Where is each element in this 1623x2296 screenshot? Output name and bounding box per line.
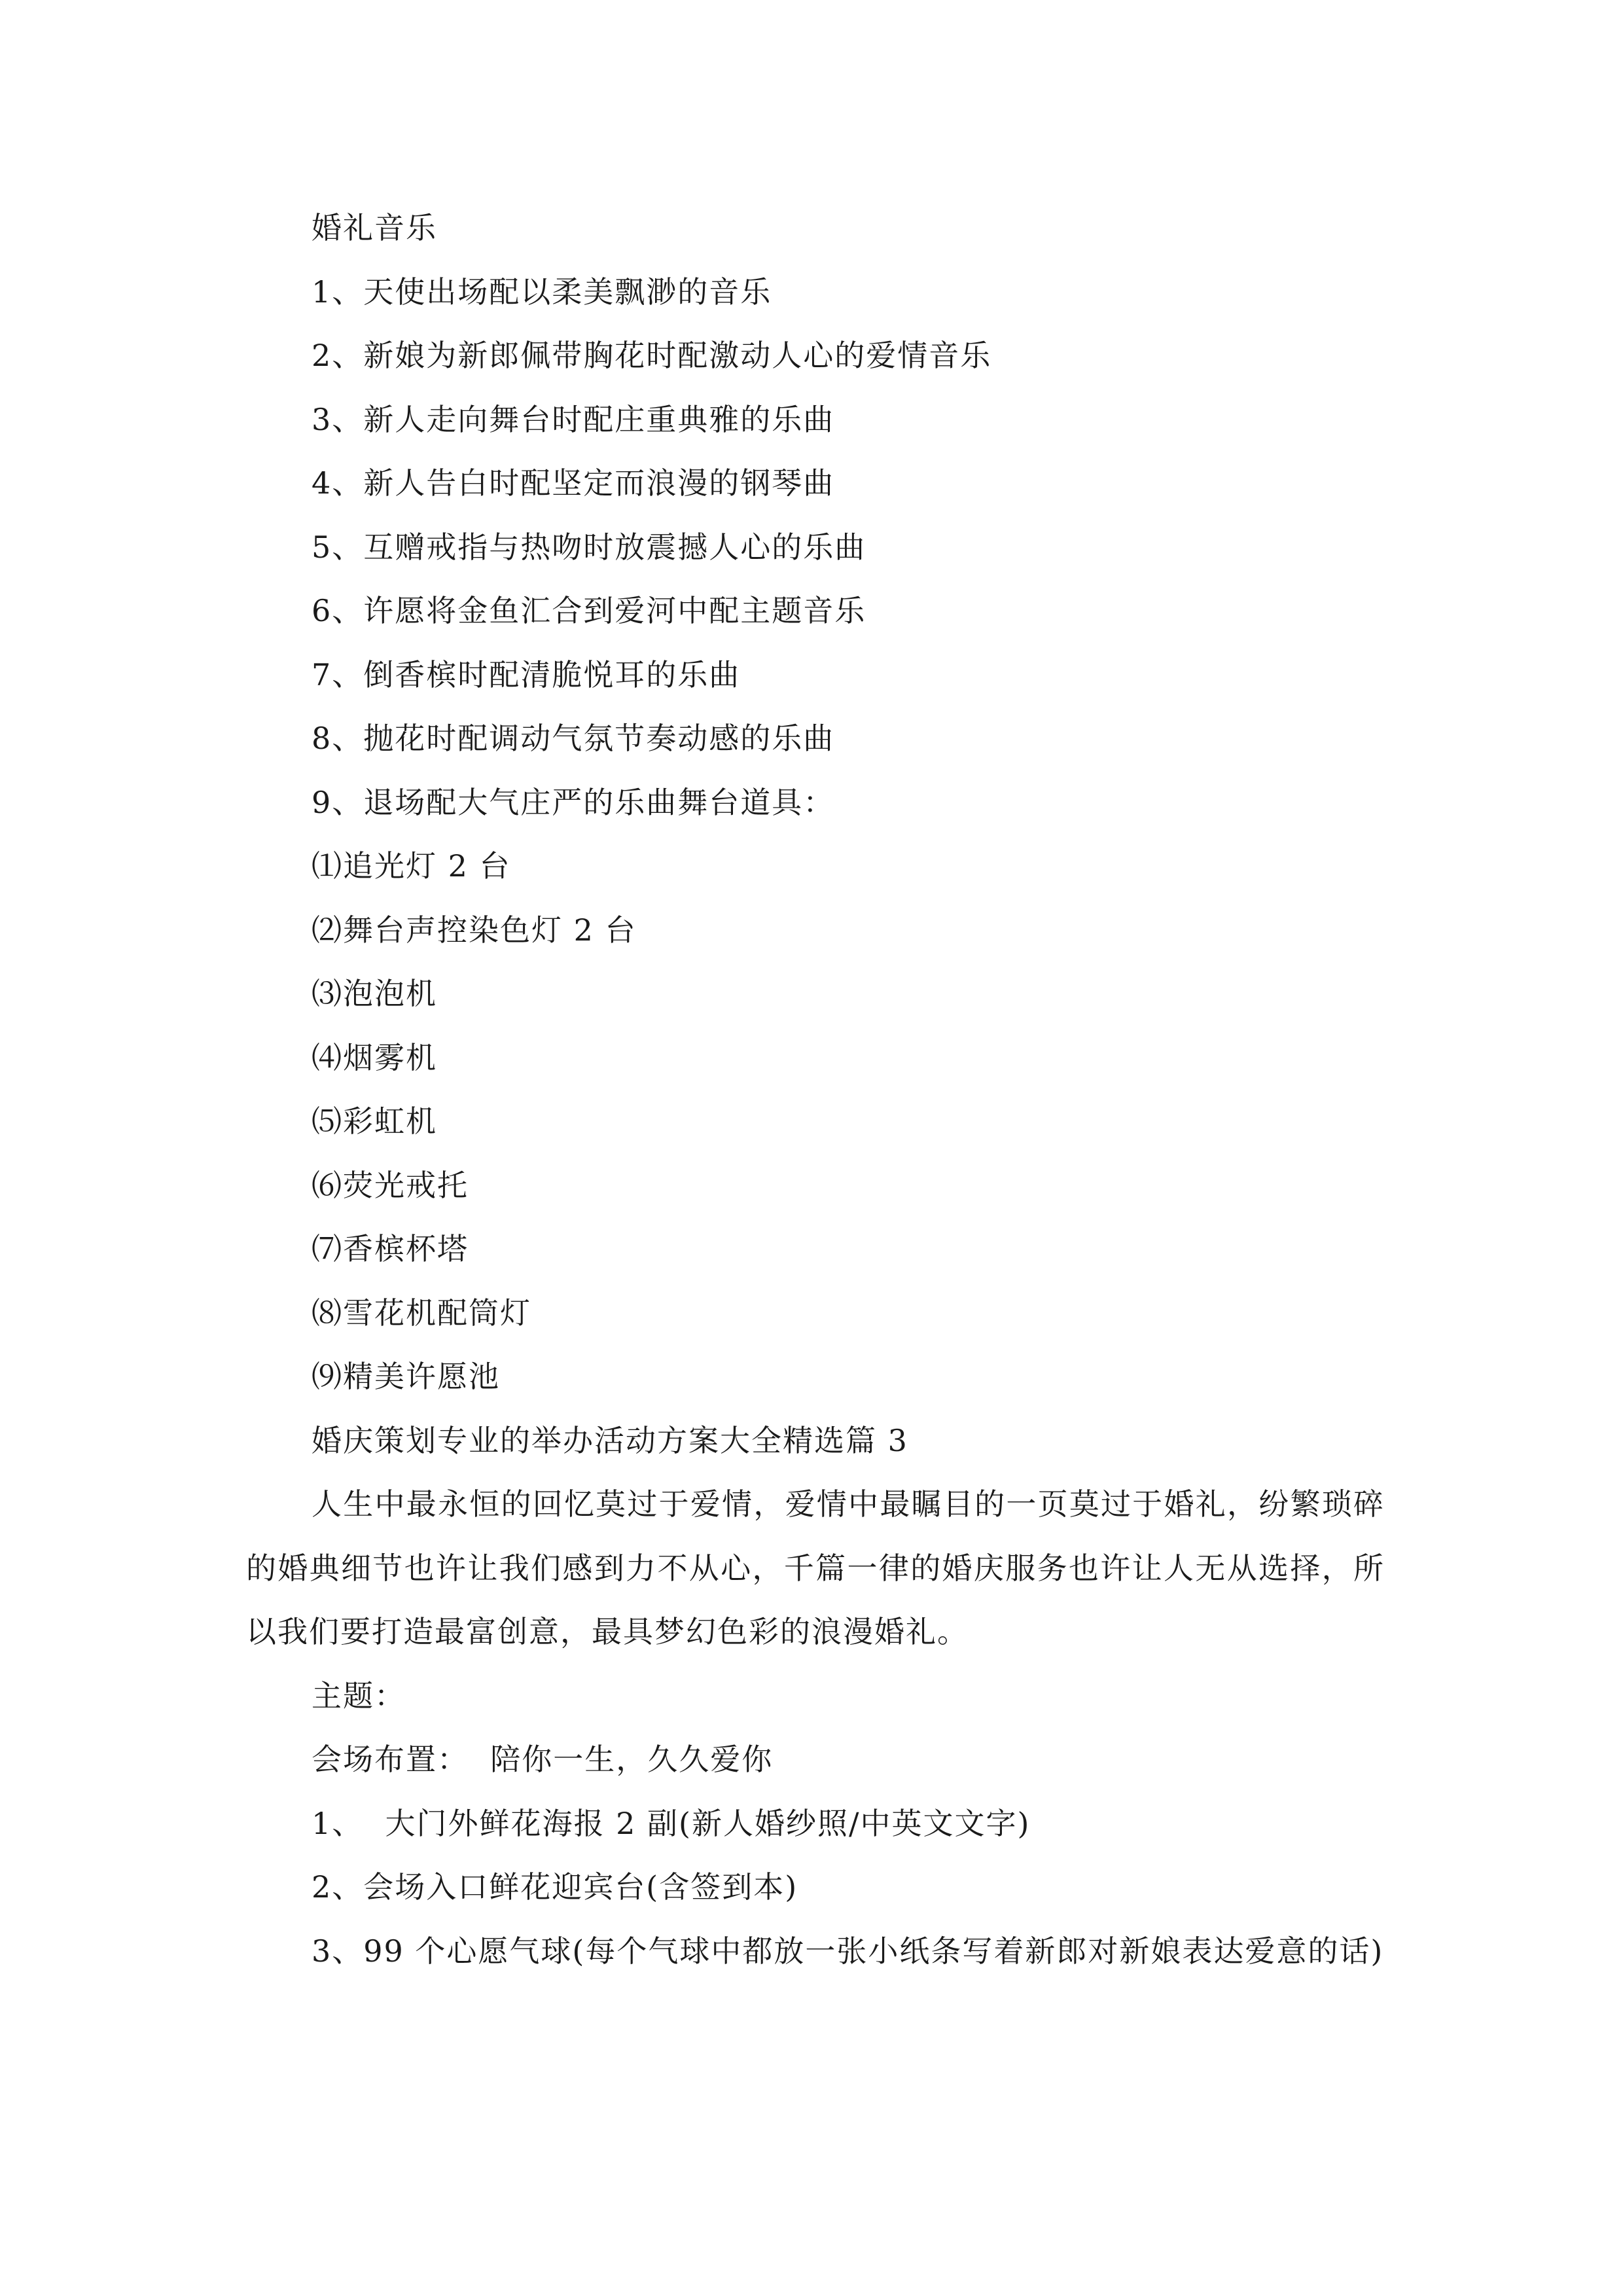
- prop-item: ⑻雪花机配筒灯: [312, 1295, 531, 1331]
- prop-item: ⑷烟雾机: [312, 1039, 437, 1075]
- list-item: 3、新人走向舞台时配庄重典雅的乐曲: [312, 401, 835, 437]
- prop-item: ⑹荧光戒托: [312, 1167, 469, 1203]
- section-title-plan-3: 婚庆策划专业的举办活动方案大全精选篇 3: [312, 1422, 908, 1458]
- prop-item: ⑺香槟杯塔: [312, 1231, 469, 1266]
- intro-paragraph: 人生中最永恒的回忆莫过于爱情，爱情中最瞩目的一页莫过于婚礼，纷繁琐碎的婚典细节也许让我们感到力不从心，千篇一律的婚庆服务也许让人无从选择，所以我们要打造最富创意，最具梦幻色彩的浪漫婚礼。: [246, 1486, 1385, 1649]
- prop-item: ⑵舞台声控染色灯 2 台: [312, 912, 637, 948]
- list-item: 8、抛花时配调动气氛节奏动感的乐曲: [312, 721, 835, 756]
- list-item: 4、新人告白时配坚定而浪漫的钢琴曲: [312, 465, 835, 501]
- venue-label: 会场布置： 陪你一生，久久爱你: [312, 1742, 774, 1777]
- list-item: 5、互赠戒指与热吻时放震撼人心的乐曲: [312, 529, 866, 565]
- list-item: 2、新娘为新郎佩带胸花时配激动人心的爱情音乐: [312, 338, 992, 373]
- theme-label: 主题：: [312, 1677, 406, 1713]
- list-item: 7、倒香槟时配清脆悦耳的乐曲: [312, 656, 741, 692]
- venue-item: 1、 大门外鲜花海报 2 副(新人婚纱照/中英文文字): [312, 1805, 1031, 1841]
- prop-item: ⑸彩虹机: [312, 1103, 437, 1139]
- document-body: [246, 196, 1385, 1983]
- venue-item-paragraph: 3、99 个心愿气球(每个气球中都放一张小纸条写着新郎对新娘表达爱意的话): [312, 1933, 1384, 1969]
- prop-item: ⑼精美许愿池: [312, 1359, 500, 1394]
- list-item: 1、天使出场配以柔美飘渺的音乐: [312, 274, 772, 310]
- prop-item: ⑴追光灯 2 台: [312, 848, 511, 884]
- list-item: 9、退场配大气庄严的乐曲舞台道具：: [312, 784, 835, 820]
- venue-item: 2、会场入口鲜花迎宾台(含签到本): [312, 1869, 798, 1905]
- prop-item: ⑶泡泡机: [312, 976, 437, 1011]
- list-item: 6、许愿将金鱼汇合到爱河中配主题音乐: [312, 593, 866, 628]
- section-title-music: 婚礼音乐: [312, 210, 437, 245]
